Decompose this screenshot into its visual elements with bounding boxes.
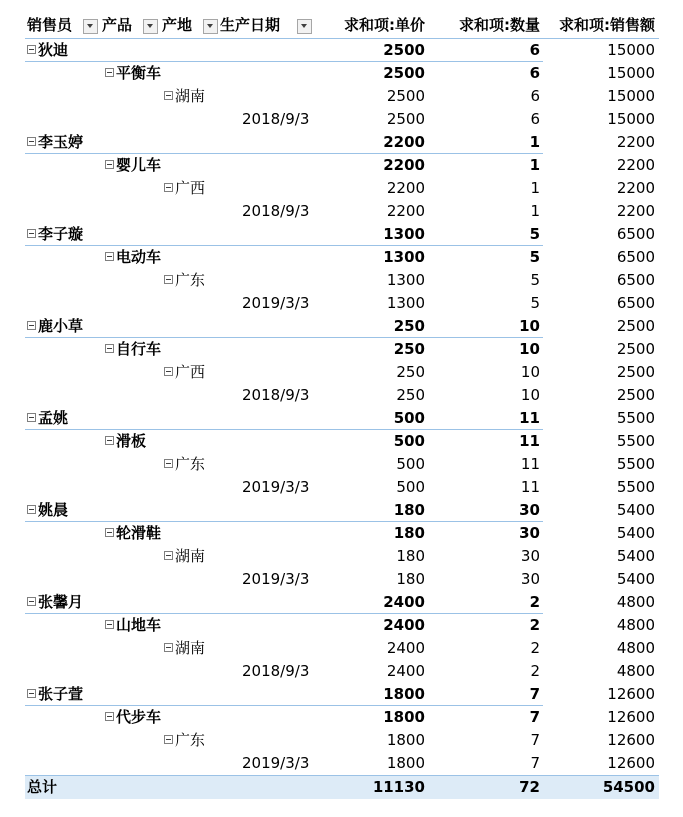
seller-row [25,315,659,338]
collapse-toggle-icon[interactable] [164,367,173,376]
seller-quantity: 11 [519,409,540,427]
seller-row [25,39,659,62]
date-amount: 2200 [616,202,655,220]
seller-cell [27,315,83,338]
pivot-table [25,13,659,799]
seller-quantity: 5 [529,225,540,243]
origin-label: 湖南 [175,87,206,105]
origin-label: 广西 [175,179,206,197]
seller-amount: 6500 [616,225,655,243]
origin-row [25,453,659,476]
date-label: 2018/9/3 [242,202,310,220]
seller-cell [27,591,83,614]
origin-quantity: 10 [520,363,540,381]
product-label: 轮滑鞋 [116,524,162,542]
origin-row [25,361,659,384]
product-label: 电动车 [116,248,162,266]
origin-unit-price: 1300 [386,271,425,289]
collapse-toggle-icon[interactable] [27,505,36,514]
seller-quantity: 1 [529,133,540,151]
product-label: 平衡车 [116,64,162,82]
origin-quantity: 11 [520,455,540,473]
product-quantity: 11 [519,432,540,450]
origin-cell [164,177,205,200]
product-quantity: 7 [529,708,540,726]
origin-amount: 2200 [616,179,655,197]
origin-cell [164,361,205,384]
date-row [25,568,659,591]
seller-label: 孟姚 [38,409,69,427]
date-amount: 5500 [616,478,655,496]
date-amount: 2500 [616,386,655,404]
collapse-toggle-icon[interactable] [164,459,173,468]
seller-cell [27,407,68,430]
origin-quantity: 7 [530,731,540,749]
product-label: 自行车 [116,340,162,358]
collapse-toggle-icon[interactable] [164,735,173,744]
date-unit-price: 1800 [386,754,425,772]
grand-total-row [25,775,659,799]
date-label: 2019/3/3 [242,478,310,496]
product-label: 婴儿车 [116,156,162,174]
date-row [25,108,659,131]
seller-label: 狄迪 [38,41,69,59]
date-row [25,476,659,499]
seller-label: 鹿小草 [38,317,84,335]
product-quantity: 30 [519,524,540,542]
header-seller: 销售员 [27,16,73,34]
product-cell [105,154,161,177]
header-amount: 求和项:销售额 [559,16,655,34]
seller-unit-price: 2500 [383,41,425,59]
origin-amount: 5400 [616,547,655,565]
seller-row [25,407,659,430]
collapse-toggle-icon[interactable] [105,712,114,721]
product-amount: 2500 [616,340,655,358]
origin-unit-price: 180 [396,547,425,565]
date-label: 2019/3/3 [242,294,310,312]
collapse-toggle-icon[interactable] [27,45,36,54]
seller-row [25,683,659,706]
product-cell [105,430,146,453]
date-quantity: 5 [530,294,540,312]
header-quantity: 求和项:数量 [459,16,540,34]
seller-label: 张子萱 [38,685,84,703]
header-row [25,13,659,39]
seller-unit-price: 180 [393,501,425,519]
collapse-toggle-icon[interactable] [164,275,173,284]
seller-unit-price: 500 [393,409,425,427]
origin-label: 湖南 [175,547,206,565]
date-row [25,200,659,223]
date-amount: 15000 [607,110,655,128]
collapse-toggle-icon[interactable] [27,413,36,422]
date-label: 2018/9/3 [242,110,310,128]
origin-row [25,269,659,292]
origin-label: 广东 [175,271,206,289]
origin-row [25,545,659,568]
date-unit-price: 2500 [386,110,425,128]
collapse-toggle-icon[interactable] [27,597,36,606]
product-label: 代步车 [116,708,162,726]
origin-unit-price: 250 [396,363,425,381]
collapse-toggle-icon[interactable] [105,160,114,169]
date-unit-price: 180 [396,570,425,588]
date-amount: 4800 [616,662,655,680]
collapse-toggle-icon[interactable] [164,551,173,560]
seller-label: 李玉婷 [38,133,84,151]
origin-row [25,729,659,752]
date-row [25,384,659,407]
product-quantity: 6 [529,64,540,82]
product-quantity: 2 [529,616,540,634]
origin-amount: 12600 [607,731,655,749]
product-amount: 2200 [616,156,655,174]
product-unit-price: 180 [393,524,425,542]
collapse-toggle-icon[interactable] [105,620,114,629]
header-unit-price: 求和项:单价 [344,16,425,34]
origin-row [25,177,659,200]
collapse-toggle-icon[interactable] [105,344,114,353]
product-label: 山地车 [116,616,162,634]
product-cell [105,706,161,729]
product-row [25,430,659,453]
product-filter-button[interactable] [143,19,158,34]
header-product: 产品 [102,16,133,34]
date-unit-price: 2200 [386,202,425,220]
seller-row [25,499,659,522]
product-amount: 12600 [607,708,655,726]
origin-unit-price: 2400 [386,639,425,657]
seller-cell [27,39,68,62]
origin-row [25,637,659,660]
product-row [25,522,659,545]
collapse-toggle-icon[interactable] [105,528,114,537]
header-date: 生产日期 [220,16,281,34]
product-cell [105,614,161,637]
product-row [25,614,659,637]
total-unit-price: 11130 [372,778,425,796]
seller-quantity: 30 [519,501,540,519]
total-label: 总计 [27,778,58,796]
seller-amount: 12600 [607,685,655,703]
seller-label: 姚晨 [38,501,69,519]
product-cell [105,522,161,545]
product-amount: 5500 [616,432,655,450]
origin-quantity: 5 [530,271,540,289]
date-row [25,292,659,315]
seller-amount: 2200 [616,133,655,151]
product-unit-price: 1800 [383,708,425,726]
product-unit-price: 2400 [383,616,425,634]
product-quantity: 10 [519,340,540,358]
seller-cell [27,223,83,246]
total-quantity: 72 [519,778,540,796]
date-label: 2019/3/3 [242,570,310,588]
origin-unit-price: 2500 [386,87,425,105]
seller-unit-price: 2400 [383,593,425,611]
product-unit-price: 250 [393,340,425,358]
origin-unit-price: 2200 [386,179,425,197]
collapse-toggle-icon[interactable] [105,436,114,445]
date-unit-price: 1300 [386,294,425,312]
seller-cell [27,683,83,706]
seller-amount: 15000 [607,41,655,59]
product-unit-price: 2500 [383,64,425,82]
seller-amount: 5500 [616,409,655,427]
origin-cell [164,729,205,752]
origin-amount: 15000 [607,87,655,105]
product-unit-price: 500 [393,432,425,450]
date-quantity: 6 [530,110,540,128]
origin-amount: 2500 [616,363,655,381]
seller-filter-button[interactable] [83,19,98,34]
date-row [25,660,659,683]
origin-cell [164,453,205,476]
collapse-toggle-icon[interactable] [27,321,36,330]
collapse-toggle-icon[interactable] [164,91,173,100]
product-amount: 6500 [616,248,655,266]
product-label: 滑板 [116,432,147,450]
date-unit-price: 500 [396,478,425,496]
seller-unit-price: 1300 [383,225,425,243]
origin-amount: 5500 [616,455,655,473]
seller-cell [27,131,83,154]
origin-label: 广东 [175,455,206,473]
date-quantity: 30 [520,570,540,588]
origin-label: 广西 [175,363,206,381]
product-quantity: 5 [529,248,540,266]
header-origin: 产地 [162,16,193,34]
seller-row [25,591,659,614]
origin-amount: 4800 [616,639,655,657]
origin-cell [164,269,205,292]
product-row [25,706,659,729]
product-row [25,246,659,269]
seller-row [25,131,659,154]
seller-quantity: 6 [529,41,540,59]
origin-unit-price: 500 [396,455,425,473]
seller-quantity: 7 [529,685,540,703]
product-row [25,62,659,85]
date-quantity: 10 [520,386,540,404]
date-unit-price: 250 [396,386,425,404]
seller-amount: 5400 [616,501,655,519]
collapse-toggle-icon[interactable] [27,137,36,146]
collapse-toggle-icon[interactable] [164,183,173,192]
product-cell [105,338,161,361]
date-quantity: 2 [530,662,540,680]
origin-unit-price: 1800 [386,731,425,749]
seller-unit-price: 1800 [383,685,425,703]
collapse-toggle-icon[interactable] [27,229,36,238]
product-amount: 15000 [607,64,655,82]
origin-cell [164,85,205,108]
collapse-toggle-icon[interactable] [105,68,114,77]
date-amount: 5400 [616,570,655,588]
product-cell [105,62,161,85]
origin-row [25,85,659,108]
origin-amount: 6500 [616,271,655,289]
origin-quantity: 1 [530,179,540,197]
seller-quantity: 2 [529,593,540,611]
date-unit-price: 2400 [386,662,425,680]
collapse-toggle-icon[interactable] [164,643,173,652]
date-quantity: 11 [520,478,540,496]
product-row [25,338,659,361]
seller-amount: 4800 [616,593,655,611]
date-amount: 6500 [616,294,655,312]
origin-quantity: 6 [530,87,540,105]
collapse-toggle-icon[interactable] [105,252,114,261]
date-label: 2019/3/3 [242,754,310,772]
product-unit-price: 2200 [383,156,425,174]
seller-label: 张馨月 [38,593,84,611]
origin-cell [164,545,205,568]
seller-unit-price: 250 [393,317,425,335]
date-amount: 12600 [607,754,655,772]
product-amount: 5400 [616,524,655,542]
origin-filter-button[interactable] [203,19,218,34]
product-amount: 4800 [616,616,655,634]
total-amount: 54500 [602,778,655,796]
seller-unit-price: 2200 [383,133,425,151]
date-quantity: 7 [530,754,540,772]
product-row [25,154,659,177]
product-cell [105,246,161,269]
date-label: 2018/9/3 [242,386,310,404]
seller-quantity: 10 [519,317,540,335]
origin-quantity: 2 [530,639,540,657]
date-filter-button[interactable] [297,19,312,34]
origin-cell [164,637,205,660]
origin-quantity: 30 [520,547,540,565]
date-label: 2018/9/3 [242,662,310,680]
collapse-toggle-icon[interactable] [27,689,36,698]
date-row [25,752,659,775]
origin-label: 广东 [175,731,206,749]
seller-cell [27,499,68,522]
date-quantity: 1 [530,202,540,220]
seller-label: 李子璇 [38,225,84,243]
seller-amount: 2500 [616,317,655,335]
product-quantity: 1 [529,156,540,174]
origin-label: 湖南 [175,639,206,657]
seller-row [25,223,659,246]
product-unit-price: 1300 [383,248,425,266]
